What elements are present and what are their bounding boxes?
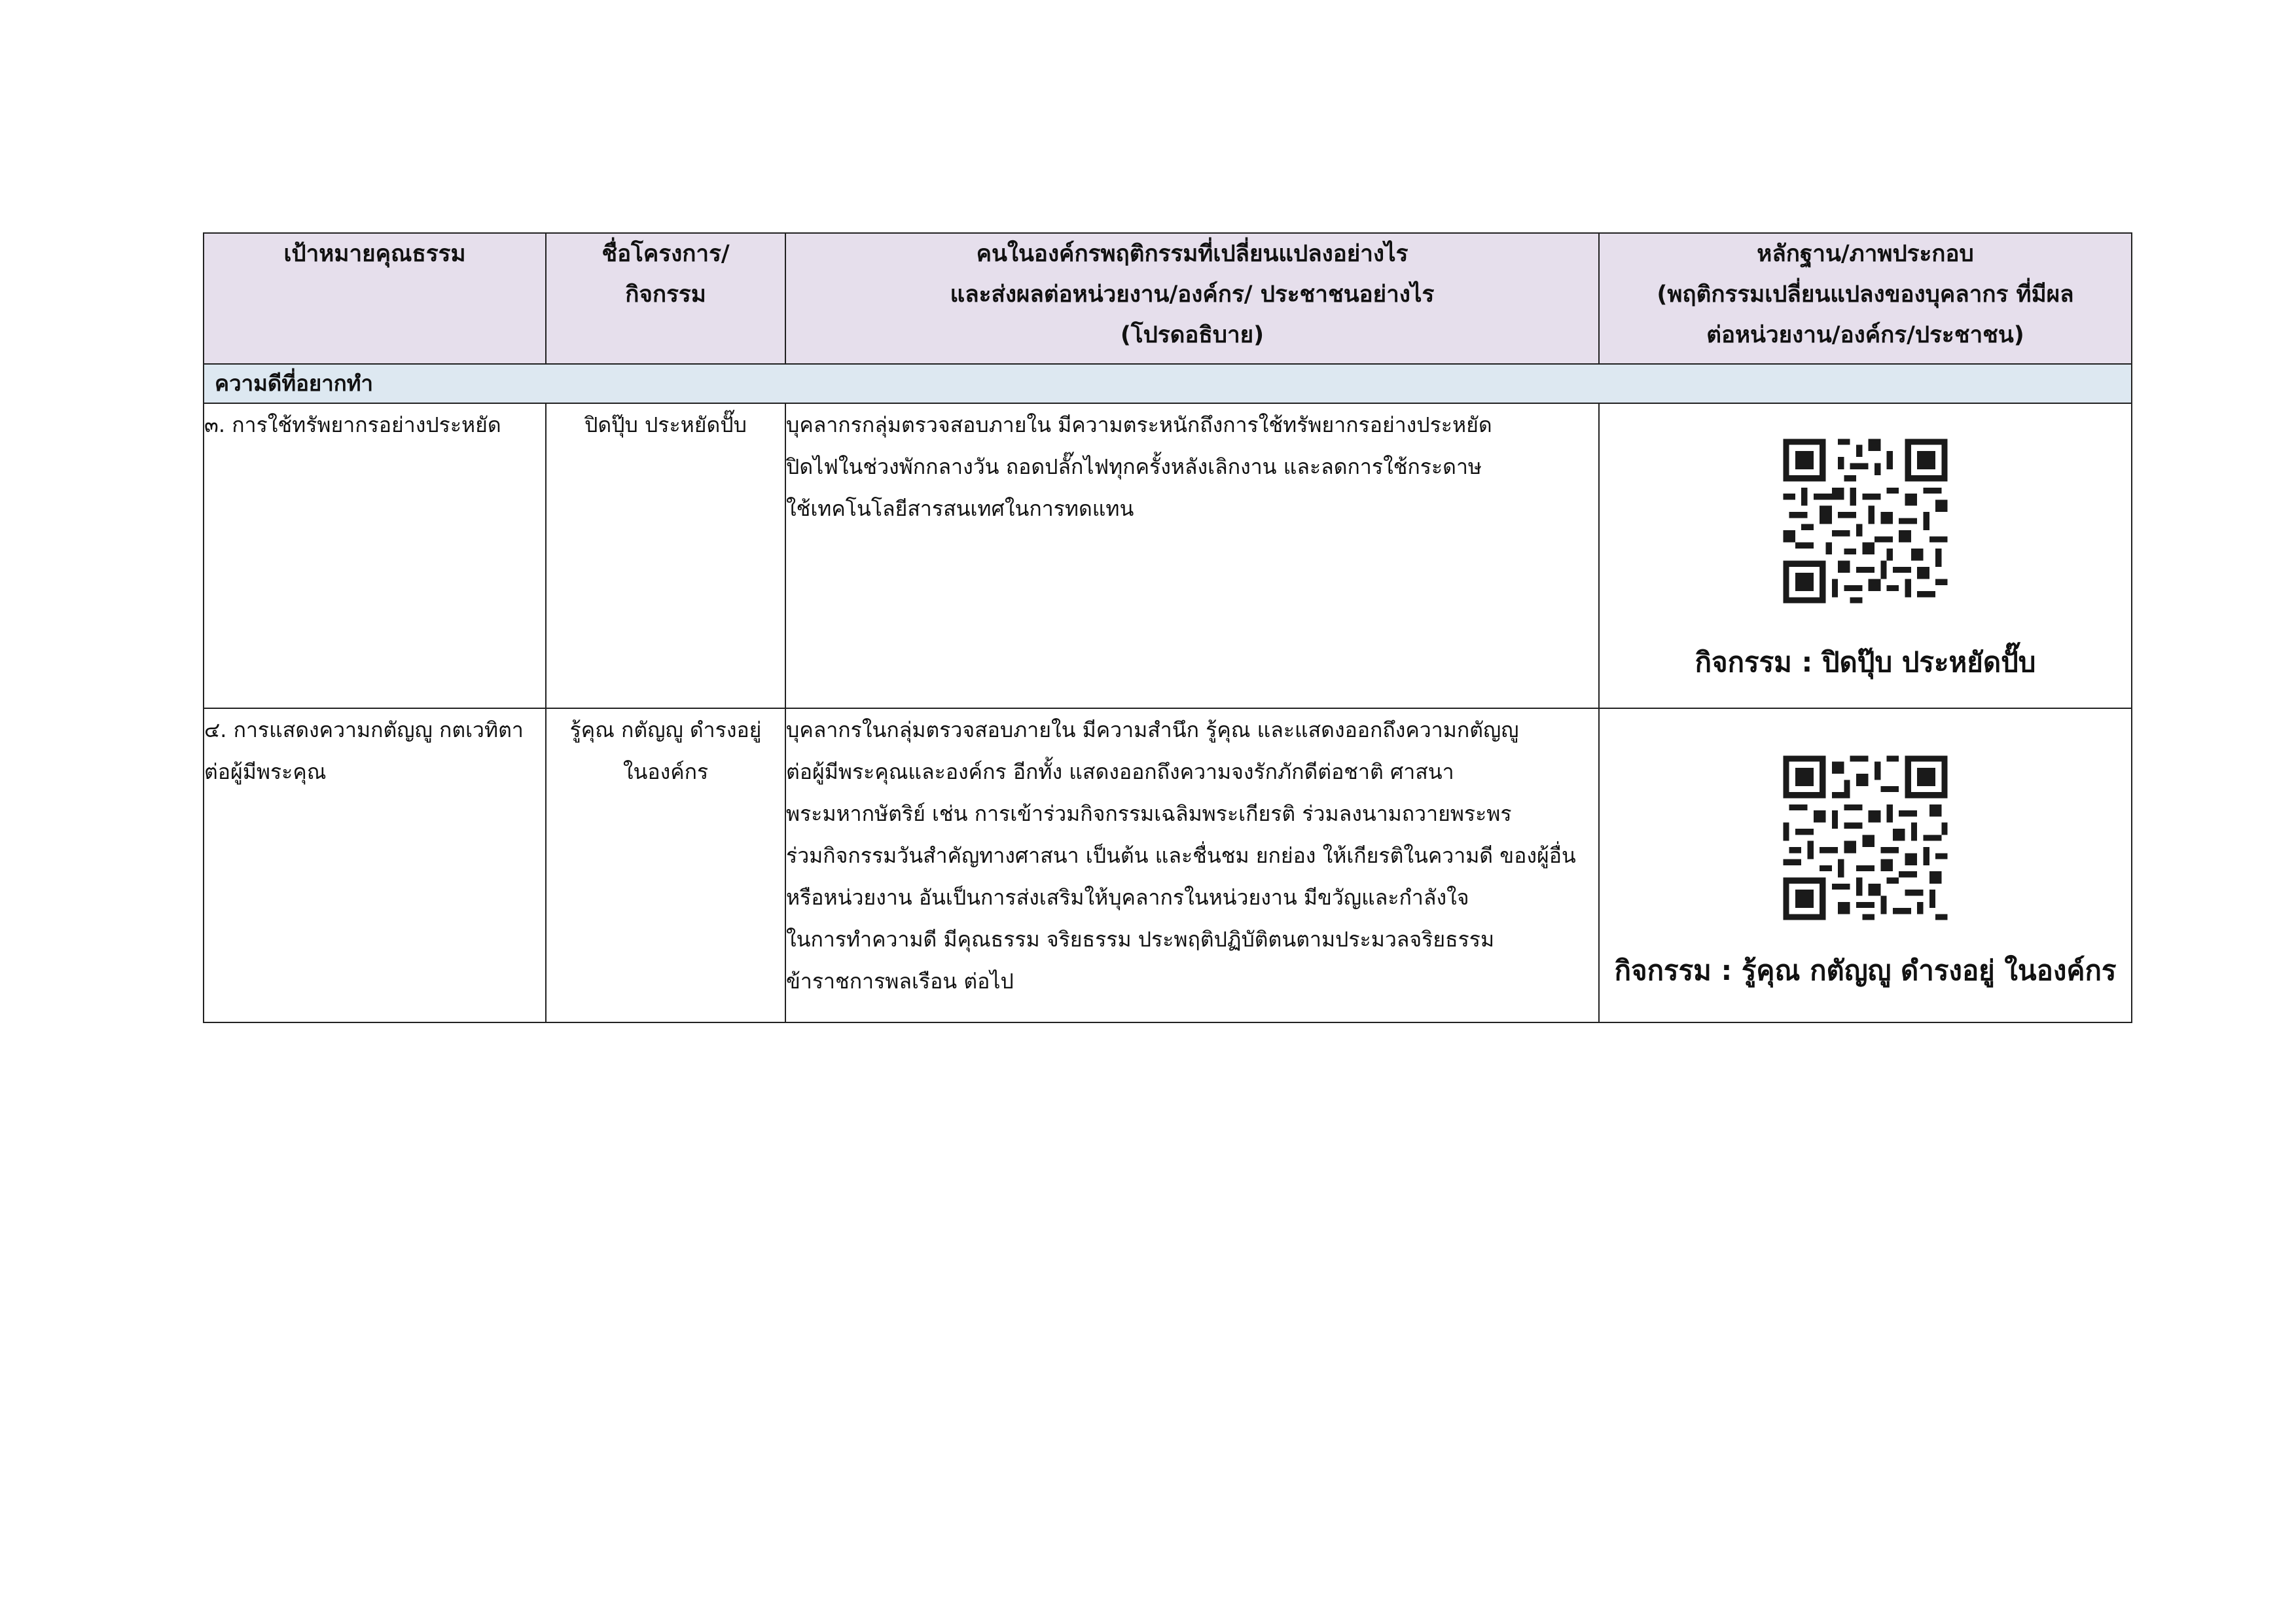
description-line: พระมหากษัตริย์ เช่น การเข้าร่วมกิจกรรมเฉลิมพระเกียรติ ร่วมลงนามถวายพระพร bbox=[786, 801, 1512, 826]
description-cell bbox=[785, 403, 1599, 708]
description-line: ปิดไฟในช่วงพักกลางวัน ถอดปลั๊กไฟทุกครั้งหลังเลิกงาน และลดการใช้กระดาษ bbox=[786, 454, 1482, 479]
header-project bbox=[546, 233, 785, 364]
table-header-row bbox=[204, 233, 2132, 364]
description-line: หรือหน่วยงาน อันเป็นการส่งเสริมให้บุคลากรในหน่วยงาน มีขวัญและกำลังใจ bbox=[786, 885, 1469, 910]
header-description-line-3: (โปรดอธิบาย) bbox=[1120, 322, 1265, 348]
qr-code-icon bbox=[1777, 433, 1954, 609]
goal-text: ๔. การแสดงความกตัญญู กตเวทิตา bbox=[204, 717, 524, 742]
header-project-line-1: ชื่อโครงการ/ bbox=[601, 241, 730, 267]
evidence-caption: กิจกรรม : ปิดปุ๊บ ประหยัดปั๊บ bbox=[1695, 646, 2036, 678]
section-row bbox=[204, 364, 2132, 403]
description-cell bbox=[785, 708, 1599, 1022]
description-line: ร่วมกิจกรรมวันสำคัญทางศาสนา เป็นต้น และชื่นชม ยกย่อง ให้เกียรติในความดี ของผู้อื่น bbox=[786, 843, 1576, 868]
goal-text: ต่อผู้มีพระคุณ bbox=[204, 759, 327, 784]
description-line: บุคลากรกลุ่มตรวจสอบภายใน มีความตระหนักถึงการใช้ทรัพยากรอย่างประหยัด bbox=[786, 412, 1492, 437]
qr-code-image bbox=[1777, 749, 1954, 926]
description-line: ต่อผู้มีพระคุณและองค์กร อีกทั้ง แสดงออกถึงความจงรักภักดีต่อชาติ ศาสนา bbox=[786, 759, 1454, 784]
project-cell bbox=[546, 708, 785, 1022]
description-line: บุคลากรในกลุ่มตรวจสอบภายใน มีความสำนึก รู้คุณ และแสดงออกถึงความกตัญญู bbox=[786, 717, 1519, 742]
header-description-line-1: คนในองค์กรพฤติกรรมที่เปลี่ยนแปลงอย่างไร bbox=[976, 241, 1408, 267]
qr-code-image bbox=[1777, 433, 1954, 609]
goal-cell bbox=[204, 403, 546, 708]
table-row bbox=[204, 403, 2132, 708]
header-evidence-line-3: ต่อหน่วยงาน/องค์กร/ประชาชน) bbox=[1706, 322, 2024, 348]
evidence-cell bbox=[1599, 708, 2132, 1022]
moral-goals-table bbox=[203, 232, 2132, 1023]
evidence-cell bbox=[1599, 403, 2132, 708]
header-evidence-line-1: หลักฐาน/ภาพประกอบ bbox=[1757, 241, 1974, 267]
table-row bbox=[204, 708, 2132, 1022]
header-description bbox=[785, 233, 1599, 364]
goal-cell bbox=[204, 708, 546, 1022]
section-title: ความดีที่อยากทำ bbox=[204, 364, 2132, 403]
header-description-line-2: และส่งผลต่อหน่วยงาน/องค์กร/ ประชาชนอย่างไร bbox=[950, 281, 1435, 308]
header-project-line-2: กิจกรรม bbox=[625, 281, 706, 308]
header-evidence bbox=[1599, 233, 2132, 364]
goal-text: ๓. การใช้ทรัพยากรอย่างประหยัด bbox=[204, 412, 501, 437]
description-line: ข้าราชการพลเรือน ต่อไป bbox=[786, 969, 1014, 994]
project-text: รู้คุณ กตัญญู ดำรงอยู่ bbox=[569, 717, 762, 742]
header-evidence-line-2: (พฤติกรรมเปลี่ยนแปลงของบุคลากร ที่มีผล bbox=[1657, 281, 2074, 308]
description-line: ในการทำความดี มีคุณธรรม จริยธรรม ประพฤติปฏิบัติตนตามประมวลจริยธรรม bbox=[786, 927, 1495, 952]
description-line: ใช้เทคโนโลยีสารสนเทศในการทดแทน bbox=[786, 496, 1134, 521]
project-text: ในองค์กร bbox=[622, 759, 709, 784]
project-cell bbox=[546, 403, 785, 708]
evidence-caption: กิจกรรม : รู้คุณ กตัญญู ดำรงอยู่ ในองค์กร bbox=[1614, 954, 2117, 986]
qr-code-icon bbox=[1777, 749, 1954, 926]
header-goal: เป้าหมายคุณธรรม bbox=[204, 233, 546, 364]
project-text: ปิดปุ๊บ ประหยัดปั๊บ bbox=[584, 412, 747, 437]
